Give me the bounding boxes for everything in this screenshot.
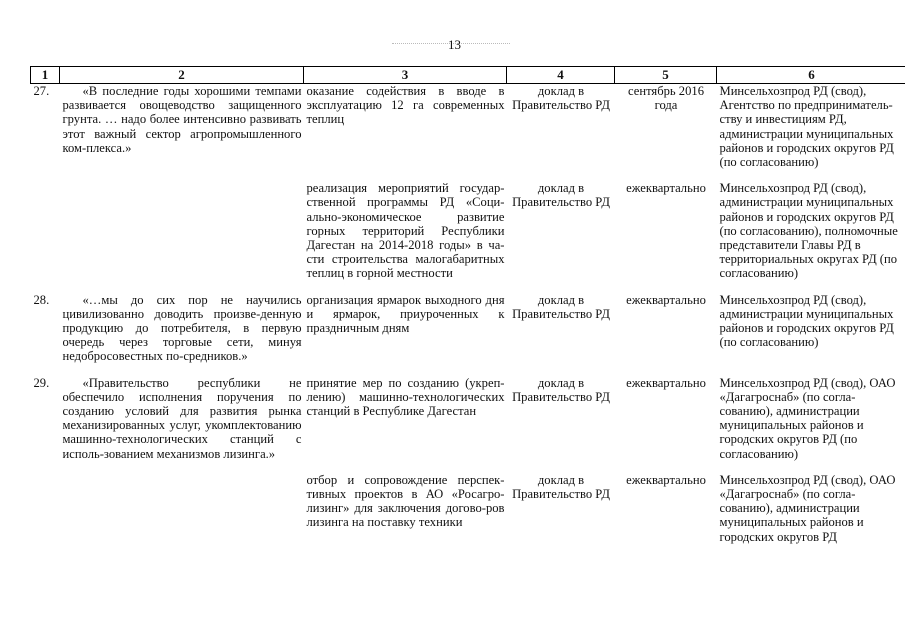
quote-cell: «…мы до сих пор не научились цивилизованно доводить произве-денную продукцию до потребителя, в первую очередь через торговые сети, минуя недобросовестных по-средников.» [62, 292, 302, 364]
quote-cell: «В последние годы хорошими темпами развивается овощеводство защищенного грунта. … надо более интенсивно развивать этот важный сектор агропромышленного ком-плекса.» [62, 84, 302, 155]
term-cell: ежеквартально [626, 472, 706, 487]
report-cell: доклад в Правительство РД [512, 472, 610, 502]
responsible-cell: Минсельхозпрод РД (свод), ОАО «Дагагроснаб» (по согла-сованию), администрации муниципальных районов и городских округов РД (по согласованию) [719, 375, 896, 461]
col-header-4: 4 [507, 67, 615, 84]
col-header-1: 1 [31, 67, 60, 84]
col-header-3: 3 [304, 67, 507, 84]
row-spacer [31, 281, 905, 293]
row-number: 29. [33, 375, 50, 390]
action-cell: реализация мероприятий государ-ственной программы РД «Соци-ально-экономическое развитие горных территорий Республики Дагестан на 2014-2018 годы» в ча-сти строительства малогабаритных теплиц в горной местности [306, 181, 505, 281]
action-cell: отбор и сопровождение перспек-тивных проектов в АО «Росагро-лизинг» для заключения догово-ров лизинга на поставку техники [306, 472, 505, 530]
action-cell: организация ярмарок выходного дня и ярмарок, приуроченных к праздничным дням [306, 292, 505, 336]
responsible-cell: Минсельхозпрод РД (свод), Агентство по предприниматель-ству и инвестициям РД, администрации муниципальных районов и городских округов РД (по согласованию) [719, 84, 894, 170]
quote-cell [60, 181, 304, 280]
responsible-cell: Минсельхозпрод РД (свод), ОАО «Дагагроснаб» (по согла-сованию), администрации муниципальных районов и городских округов РД [719, 472, 896, 544]
row-number [31, 473, 60, 544]
col-header-5: 5 [615, 67, 717, 84]
row-number: 28. [33, 292, 50, 307]
quote-cell: «Правительство республики не обеспечило исполнения поручения по созданию условий для развития рынка механизированных услуг, укомплектованию машинно-технологических станций с исполь-зованием механизмов лизинга.» [62, 375, 302, 461]
report-cell: доклад в Правительство РД [512, 375, 610, 404]
table-row [31, 181, 905, 280]
row-spacer [31, 461, 905, 473]
row-spacer [31, 364, 905, 376]
action-cell: оказание содействия в вводе в эксплуатацию 12 га современных теплиц [306, 84, 505, 127]
row-number [31, 181, 60, 280]
row-number: 27. [33, 84, 50, 98]
table-row [31, 473, 905, 544]
report-cell: доклад в Правительство РД [512, 181, 610, 210]
responsible-cell: Минсельхозпрод РД (свод), администрации муниципальных районов и городских округов РД (по согласованию) [719, 292, 894, 350]
header-row [31, 67, 905, 84]
quote-cell [60, 473, 304, 544]
report-cell: доклад в Правительство РД [512, 292, 610, 321]
measures-table [30, 66, 905, 544]
term-cell: сентябрь 2016 года [628, 84, 704, 113]
page-number: 13 [448, 37, 461, 52]
table-row [31, 84, 905, 170]
table-row [31, 376, 905, 461]
row-spacer [31, 169, 905, 181]
term-cell: ежеквартально [626, 292, 706, 307]
col-header-6: 6 [717, 67, 905, 84]
action-cell: принятие мер по созданию (укреп-лению) машинно-технологических станций в Республике Дагестан [306, 375, 505, 419]
responsible-cell: Минсельхозпрод РД (свод), администрации муниципальных районов и городских округов РД (по согласованию), полномочные представители Главы РД в территориальных округах РД (по согласованию) [719, 181, 898, 281]
report-cell: доклад в Правительство РД [512, 84, 610, 113]
term-cell: ежеквартально [626, 375, 706, 390]
term-cell: ежеквартально [626, 181, 706, 196]
col-header-2: 2 [60, 67, 304, 84]
table-row [31, 293, 905, 364]
